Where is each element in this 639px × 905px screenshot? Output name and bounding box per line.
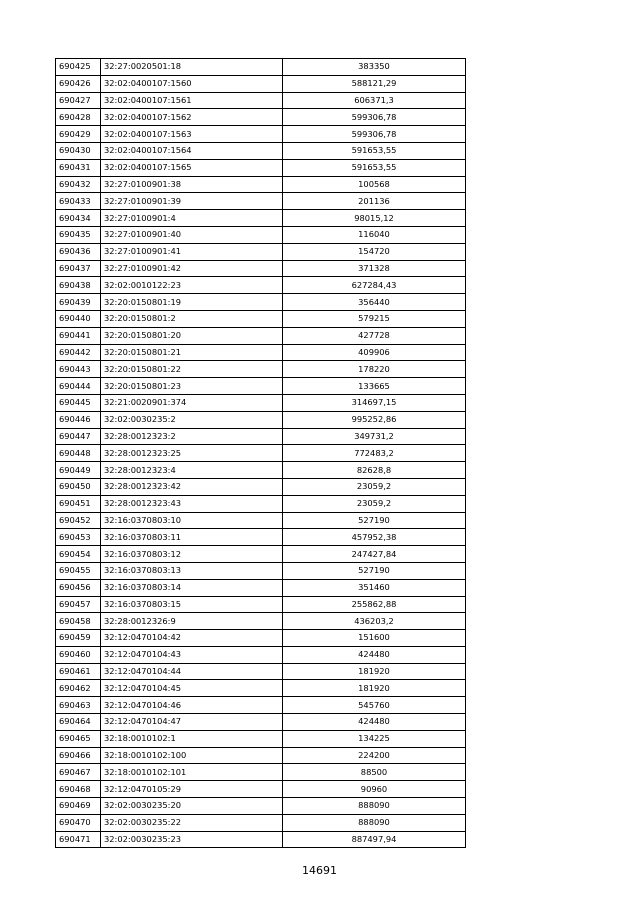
data-table xyxy=(55,58,466,848)
cadastral-number-cell: 32:28:0012326:9 xyxy=(101,613,283,630)
value-cell: 90960 xyxy=(283,781,466,798)
row-id-cell: 690425 xyxy=(56,59,101,76)
cadastral-number-cell: 32:16:0370803:12 xyxy=(101,546,283,563)
row-id-cell: 690437 xyxy=(56,260,101,277)
row-id-cell: 690446 xyxy=(56,411,101,428)
row-id-cell: 690459 xyxy=(56,630,101,647)
value-cell: 371328 xyxy=(283,260,466,277)
value-cell: 424480 xyxy=(283,714,466,731)
cadastral-number-cell: 32:18:0010102:101 xyxy=(101,764,283,781)
table-row xyxy=(56,730,466,747)
table-row xyxy=(56,747,466,764)
table-row xyxy=(56,109,466,126)
cadastral-number-cell: 32:16:0370803:13 xyxy=(101,562,283,579)
value-cell: 888090 xyxy=(283,798,466,815)
value-cell: 23059,2 xyxy=(283,495,466,512)
row-id-cell: 690448 xyxy=(56,445,101,462)
cadastral-number-cell: 32:20:0150801:2 xyxy=(101,310,283,327)
value-cell: 224200 xyxy=(283,747,466,764)
table-row xyxy=(56,764,466,781)
table-row xyxy=(56,378,466,395)
row-id-cell: 690462 xyxy=(56,680,101,697)
cadastral-number-cell: 32:16:0370803:10 xyxy=(101,512,283,529)
table-row xyxy=(56,680,466,697)
row-id-cell: 690463 xyxy=(56,697,101,714)
value-cell: 591653,55 xyxy=(283,142,466,159)
table-row xyxy=(56,428,466,445)
table-row xyxy=(56,210,466,227)
cadastral-number-cell: 32:02:0400107:1561 xyxy=(101,92,283,109)
page-number: 14691 xyxy=(302,864,337,877)
cadastral-number-cell: 32:16:0370803:11 xyxy=(101,529,283,546)
value-cell: 116040 xyxy=(283,226,466,243)
row-id-cell: 690429 xyxy=(56,126,101,143)
table-row xyxy=(56,294,466,311)
value-cell: 527190 xyxy=(283,562,466,579)
row-id-cell: 690468 xyxy=(56,781,101,798)
cadastral-number-cell: 32:28:0012323:25 xyxy=(101,445,283,462)
row-id-cell: 690469 xyxy=(56,798,101,815)
cadastral-number-cell: 32:16:0370803:15 xyxy=(101,596,283,613)
row-id-cell: 690470 xyxy=(56,814,101,831)
row-id-cell: 690433 xyxy=(56,193,101,210)
cadastral-number-cell: 32:27:0100901:38 xyxy=(101,176,283,193)
value-cell: 23059,2 xyxy=(283,478,466,495)
value-cell: 424480 xyxy=(283,646,466,663)
value-cell: 255862,88 xyxy=(283,596,466,613)
row-id-cell: 690452 xyxy=(56,512,101,529)
value-cell: 887497,94 xyxy=(283,831,466,848)
row-id-cell: 690428 xyxy=(56,109,101,126)
cadastral-number-cell: 32:28:0012323:4 xyxy=(101,462,283,479)
table-body xyxy=(56,59,466,848)
table-row xyxy=(56,159,466,176)
table-row xyxy=(56,697,466,714)
value-cell: 100568 xyxy=(283,176,466,193)
value-cell: 409906 xyxy=(283,344,466,361)
table-row xyxy=(56,394,466,411)
value-cell: 436203,2 xyxy=(283,613,466,630)
table-row xyxy=(56,260,466,277)
row-id-cell: 690439 xyxy=(56,294,101,311)
table-row xyxy=(56,92,466,109)
value-cell: 356440 xyxy=(283,294,466,311)
cadastral-number-cell: 32:20:0150801:22 xyxy=(101,361,283,378)
row-id-cell: 690465 xyxy=(56,730,101,747)
table-row xyxy=(56,193,466,210)
row-id-cell: 690426 xyxy=(56,75,101,92)
value-cell: 888090 xyxy=(283,814,466,831)
cadastral-number-cell: 32:12:0470104:45 xyxy=(101,680,283,697)
table-row xyxy=(56,310,466,327)
table-row xyxy=(56,226,466,243)
row-id-cell: 690455 xyxy=(56,562,101,579)
value-cell: 527190 xyxy=(283,512,466,529)
value-cell: 427728 xyxy=(283,327,466,344)
table-row xyxy=(56,59,466,76)
row-id-cell: 690461 xyxy=(56,663,101,680)
value-cell: 178220 xyxy=(283,361,466,378)
row-id-cell: 690442 xyxy=(56,344,101,361)
row-id-cell: 690441 xyxy=(56,327,101,344)
table-row xyxy=(56,579,466,596)
cadastral-number-cell: 32:18:0010102:1 xyxy=(101,730,283,747)
row-id-cell: 690460 xyxy=(56,646,101,663)
table-row xyxy=(56,596,466,613)
cadastral-number-cell: 32:02:0030235:2 xyxy=(101,411,283,428)
cadastral-number-cell: 32:20:0150801:20 xyxy=(101,327,283,344)
cadastral-number-cell: 32:28:0012323:42 xyxy=(101,478,283,495)
value-cell: 134225 xyxy=(283,730,466,747)
cadastral-number-cell: 32:02:0400107:1560 xyxy=(101,75,283,92)
table-row xyxy=(56,831,466,848)
table-row xyxy=(56,411,466,428)
cadastral-number-cell: 32:12:0470104:46 xyxy=(101,697,283,714)
value-cell: 314697,15 xyxy=(283,394,466,411)
value-cell: 351460 xyxy=(283,579,466,596)
table-row xyxy=(56,546,466,563)
cadastral-number-cell: 32:21:0020901:374 xyxy=(101,394,283,411)
value-cell: 181920 xyxy=(283,663,466,680)
table-row xyxy=(56,798,466,815)
cadastral-number-cell: 32:02:0030235:20 xyxy=(101,798,283,815)
table-row xyxy=(56,613,466,630)
row-id-cell: 690471 xyxy=(56,831,101,848)
cadastral-number-cell: 32:28:0012323:43 xyxy=(101,495,283,512)
value-cell: 88500 xyxy=(283,764,466,781)
value-cell: 591653,55 xyxy=(283,159,466,176)
row-id-cell: 690444 xyxy=(56,378,101,395)
row-id-cell: 690464 xyxy=(56,714,101,731)
cadastral-number-cell: 32:02:0400107:1562 xyxy=(101,109,283,126)
table-row xyxy=(56,344,466,361)
cadastral-number-cell: 32:02:0400107:1564 xyxy=(101,142,283,159)
value-cell: 133665 xyxy=(283,378,466,395)
table-row xyxy=(56,714,466,731)
row-id-cell: 690436 xyxy=(56,243,101,260)
row-id-cell: 690435 xyxy=(56,226,101,243)
row-id-cell: 690454 xyxy=(56,546,101,563)
table-row xyxy=(56,361,466,378)
value-cell: 545760 xyxy=(283,697,466,714)
table-row xyxy=(56,462,466,479)
value-cell: 201136 xyxy=(283,193,466,210)
row-id-cell: 690438 xyxy=(56,277,101,294)
cadastral-number-cell: 32:27:0100901:40 xyxy=(101,226,283,243)
table-row xyxy=(56,630,466,647)
row-id-cell: 690451 xyxy=(56,495,101,512)
table-row xyxy=(56,327,466,344)
cadastral-number-cell: 32:12:0470104:42 xyxy=(101,630,283,647)
cadastral-number-cell: 32:27:0100901:4 xyxy=(101,210,283,227)
table-row xyxy=(56,277,466,294)
table-row xyxy=(56,663,466,680)
row-id-cell: 690466 xyxy=(56,747,101,764)
value-cell: 82628,8 xyxy=(283,462,466,479)
row-id-cell: 690458 xyxy=(56,613,101,630)
row-id-cell: 690447 xyxy=(56,428,101,445)
cadastral-number-cell: 32:16:0370803:14 xyxy=(101,579,283,596)
row-id-cell: 690432 xyxy=(56,176,101,193)
cadastral-number-cell: 32:27:0100901:39 xyxy=(101,193,283,210)
row-id-cell: 690443 xyxy=(56,361,101,378)
table-row xyxy=(56,495,466,512)
table-row xyxy=(56,243,466,260)
cadastral-number-cell: 32:12:0470105:29 xyxy=(101,781,283,798)
cadastral-number-cell: 32:02:0030235:22 xyxy=(101,814,283,831)
cadastral-number-cell: 32:12:0470104:47 xyxy=(101,714,283,731)
row-id-cell: 690456 xyxy=(56,579,101,596)
value-cell: 588121,29 xyxy=(283,75,466,92)
row-id-cell: 690434 xyxy=(56,210,101,227)
value-cell: 457952,38 xyxy=(283,529,466,546)
table-row xyxy=(56,176,466,193)
row-id-cell: 690449 xyxy=(56,462,101,479)
cadastral-number-cell: 32:18:0010102:100 xyxy=(101,747,283,764)
cadastral-number-cell: 32:02:0400107:1565 xyxy=(101,159,283,176)
table-row xyxy=(56,529,466,546)
table-row xyxy=(56,478,466,495)
value-cell: 599306,78 xyxy=(283,126,466,143)
value-cell: 151600 xyxy=(283,630,466,647)
value-cell: 98015,12 xyxy=(283,210,466,227)
table-row xyxy=(56,646,466,663)
cadastral-number-cell: 32:20:0150801:23 xyxy=(101,378,283,395)
cadastral-number-cell: 32:02:0030235:23 xyxy=(101,831,283,848)
table-row xyxy=(56,445,466,462)
value-cell: 349731,2 xyxy=(283,428,466,445)
row-id-cell: 690445 xyxy=(56,394,101,411)
row-id-cell: 690440 xyxy=(56,310,101,327)
value-cell: 599306,78 xyxy=(283,109,466,126)
table-row xyxy=(56,781,466,798)
cadastral-number-cell: 32:27:0020501:18 xyxy=(101,59,283,76)
cadastral-number-cell: 32:02:0010122:23 xyxy=(101,277,283,294)
table-row xyxy=(56,562,466,579)
cadastral-number-cell: 32:27:0100901:41 xyxy=(101,243,283,260)
cadastral-number-cell: 32:12:0470104:43 xyxy=(101,646,283,663)
value-cell: 579215 xyxy=(283,310,466,327)
row-id-cell: 690450 xyxy=(56,478,101,495)
value-cell: 383350 xyxy=(283,59,466,76)
table-row xyxy=(56,75,466,92)
value-cell: 772483,2 xyxy=(283,445,466,462)
row-id-cell: 690427 xyxy=(56,92,101,109)
table-row xyxy=(56,142,466,159)
cadastral-number-cell: 32:02:0400107:1563 xyxy=(101,126,283,143)
cadastral-number-cell: 32:12:0470104:44 xyxy=(101,663,283,680)
cadastral-number-cell: 32:20:0150801:19 xyxy=(101,294,283,311)
value-cell: 247427,84 xyxy=(283,546,466,563)
table-row xyxy=(56,126,466,143)
value-cell: 181920 xyxy=(283,680,466,697)
value-cell: 627284,43 xyxy=(283,277,466,294)
table-row xyxy=(56,512,466,529)
value-cell: 606371,3 xyxy=(283,92,466,109)
row-id-cell: 690431 xyxy=(56,159,101,176)
row-id-cell: 690457 xyxy=(56,596,101,613)
row-id-cell: 690453 xyxy=(56,529,101,546)
cadastral-number-cell: 32:28:0012323:2 xyxy=(101,428,283,445)
row-id-cell: 690430 xyxy=(56,142,101,159)
table-row xyxy=(56,814,466,831)
cadastral-number-cell: 32:20:0150801:21 xyxy=(101,344,283,361)
row-id-cell: 690467 xyxy=(56,764,101,781)
value-cell: 995252,86 xyxy=(283,411,466,428)
cadastral-number-cell: 32:27:0100901:42 xyxy=(101,260,283,277)
value-cell: 154720 xyxy=(283,243,466,260)
